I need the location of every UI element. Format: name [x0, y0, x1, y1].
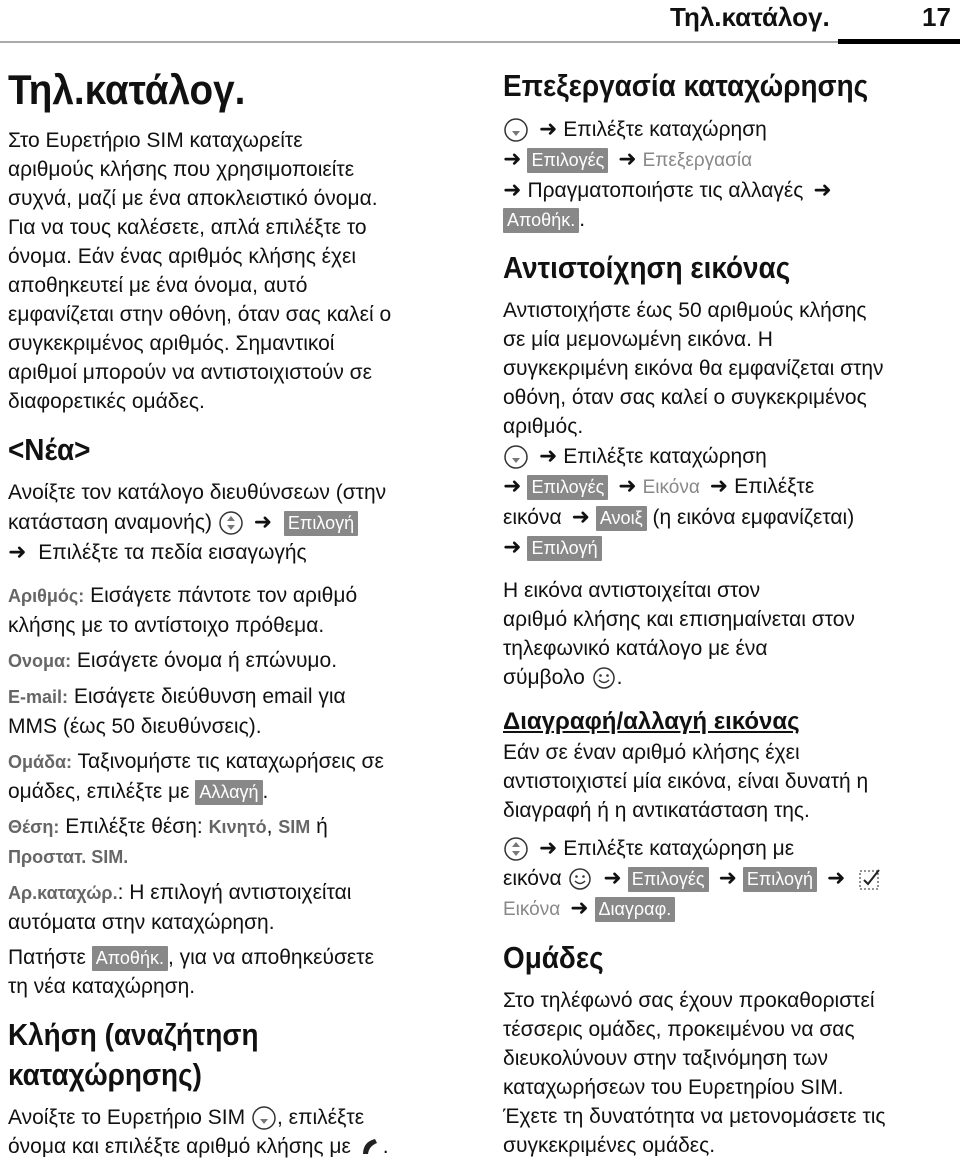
text-line: καταχωρήσεων του Ευρετηρίου SIM. — [503, 1076, 844, 1099]
option-label: Κινητό — [208, 817, 267, 837]
text-line: Αντιστοιχήστε έως 50 αριθμούς κλήσης — [503, 299, 867, 322]
softkey-open: Ανοιξ — [596, 506, 647, 531]
text-line: συγκεκριμένος αριθμός. Σημαντικοί — [8, 332, 335, 355]
instruction-line — [503, 833, 955, 863]
text-line: Στο τηλέφωνό σας έχουν προκαθοριστεί — [503, 989, 875, 1012]
text-span: Πραγματοποιήστε τις αλλαγές — [527, 179, 804, 202]
nav-key-updown-icon — [218, 510, 244, 536]
instruction-line — [8, 537, 460, 567]
instruction-line — [8, 507, 460, 537]
instruction-line: Αποθήκ. . — [503, 205, 955, 234]
text-span: Επιλέξτε καταχώρηση — [563, 118, 767, 141]
text-line: Έχετε τη δυνατότητα να μετονομάσετε τις — [503, 1105, 886, 1128]
softkey-select: Επιλογή — [284, 511, 358, 536]
text-span: Επιλέξτε — [734, 475, 815, 498]
instruction-line — [503, 441, 955, 471]
text-line: αριθμούς κλήσης που χρησιμοποιείτε — [8, 158, 355, 181]
text-line: συγκεκριμένη εικόνα θα εμφανίζεται στην — [503, 357, 884, 380]
field-label: Θέση: — [8, 817, 60, 837]
softkey-save: Αποθήκ. — [503, 208, 579, 233]
softkey-options: Επιλογές — [628, 867, 709, 892]
text-line — [8, 842, 460, 872]
section-heading-call-cont: καταχώρησης) — [8, 1057, 202, 1092]
section-heading-call: Κλήση (αναζήτηση — [8, 1017, 259, 1052]
text-line: συγκεκριμένες ομάδες. — [503, 1134, 716, 1157]
field-name — [8, 646, 460, 676]
text-line: οθόνη, όταν σας καλεί ο συγκεκριμένος — [503, 386, 867, 409]
text-line: αριθμοί μπορούν να αντιστοιχιστούν σε — [8, 361, 372, 384]
field-label: Αρ.καταχώρ. — [8, 883, 118, 903]
arrow-icon: ➜ — [8, 539, 27, 564]
text-span: Επιλέξτε καταχώρηση — [563, 445, 767, 468]
softkey-select: Επιλογή — [527, 536, 601, 561]
text-span: Ταξινομήστε τις καταχωρήσεις σε — [72, 750, 384, 773]
text-span: σύμβολο — [503, 666, 585, 689]
arrow-icon: ➜ — [570, 895, 589, 920]
instruction-line — [503, 502, 955, 532]
text-line: συχνά, μαζί με ένα αποκλειστικό όνομα. — [8, 187, 378, 210]
field-label: Αριθμός: — [8, 586, 85, 606]
text-line: Ανοίξτε τον κατάλογο διευθύνσεων (στην — [8, 481, 387, 504]
nav-key-down-icon — [503, 444, 529, 470]
arrow-icon: ➜ — [571, 504, 590, 529]
menu-item: Εικόνα — [642, 477, 700, 498]
instruction-line — [8, 1103, 460, 1132]
text-span: ομάδες, επιλέξτε με — [8, 780, 190, 803]
arrow-icon: ➜ — [253, 509, 273, 534]
page-title: Τηλ.κατάλογ. — [8, 66, 246, 113]
field-group — [8, 747, 460, 777]
text-line: Εάν σε έναν αριθμό κλήσης έχει — [503, 741, 800, 764]
section-heading-delete: Διαγραφή/αλλαγή εικόνας — [503, 708, 800, 735]
page-number: 17 — [922, 2, 951, 32]
header-rule — [0, 41, 960, 43]
text-span: ή — [310, 815, 328, 838]
instruction-line — [503, 532, 955, 562]
section-heading-new: <Νέα> — [8, 432, 91, 467]
text-line: αντιστοιχιστεί μία εικόνα, είναι δυνατή η — [503, 770, 869, 793]
menu-item: Εικόνα — [503, 899, 561, 920]
arrow-icon: ➜ — [503, 146, 522, 171]
text-line: τη νέα καταχώρηση. — [8, 975, 196, 998]
arrow-icon: ➜ — [813, 177, 832, 202]
softkey-delete: Διαγραφ. — [595, 897, 676, 922]
save-instruction — [8, 943, 460, 972]
text-span: Επιλέξτε καταχώρηση με — [563, 837, 795, 860]
text-line: σύμβολο . — [503, 663, 955, 692]
text-span: , επιλέξτε — [276, 1106, 365, 1129]
section-heading-edit: Επεξεργασία καταχώρησης — [503, 68, 869, 103]
text-line: τέσσερις ομάδες, προκειμένου να σας — [503, 1018, 855, 1041]
arrow-icon: ➜ — [503, 534, 522, 559]
arrow-icon: ➜ — [603, 865, 622, 890]
field-position: Θέση: Επιλέξτε θέση: Κινητό, SIM ή — [8, 815, 328, 838]
section-heading-picture: Αντιστοίχηση εικόνας — [503, 250, 791, 285]
smiley-icon — [591, 665, 617, 691]
arrow-icon: ➜ — [538, 116, 558, 141]
softkey-select: Επιλογή — [743, 867, 817, 892]
text-span: εικόνα — [503, 506, 562, 529]
text-span: Εισάγετε όνομα ή επώνυμο. — [71, 649, 338, 672]
nav-key-updown-icon — [503, 836, 529, 862]
intro-paragraph — [8, 126, 460, 416]
nav-key-down-icon — [251, 1105, 277, 1131]
field-label: Ονομα: — [8, 651, 72, 671]
text-line: MMS (έως 50 διευθύνσεις). — [8, 715, 262, 738]
arrow-icon: ➜ — [503, 177, 522, 202]
instruction-line: όνομα και επιλέξτε αριθμό κλήσης με . — [8, 1132, 460, 1161]
section-heading-groups: Ομάδες — [503, 940, 604, 975]
call-key-icon — [357, 1134, 383, 1160]
text-span: , για να αποθηκεύσετε — [167, 946, 374, 969]
smiley-icon — [567, 866, 593, 892]
text-span: (η εικόνα εμφανίζεται) — [652, 506, 855, 529]
text-line: Η εικόνα αντιστοιχείται στον — [503, 579, 761, 602]
instruction-line — [503, 893, 955, 924]
text-line: αποθηκευτεί με ένα όνομα, αυτό — [8, 274, 308, 297]
right-column — [503, 66, 955, 1160]
text-line: Στο Ευρετήριο SIM καταχωρείτε — [8, 129, 303, 152]
arrow-icon: ➜ — [718, 865, 737, 890]
text-line: Για να τους καλέσετε, απλά επιλέξτε το — [8, 216, 367, 239]
arrow-icon: ➜ — [538, 835, 558, 860]
text-line: αριθμό κλήσης και επισημαίνεται στον — [503, 608, 855, 631]
text-line: κλήσης με το αντίστοιχο πρόθεμα. — [8, 614, 325, 637]
softkey-options: Επιλογές — [527, 148, 608, 173]
instruction-line — [503, 114, 955, 144]
text-line: διαγραφή ή η αντικατάσταση της. — [503, 799, 810, 822]
softkey-save: Αποθήκ. — [92, 946, 168, 971]
field-label: Ομάδα: — [8, 752, 73, 772]
header-title: Τηλ.κατάλογ. — [670, 2, 830, 32]
arrow-icon: ➜ — [503, 473, 522, 498]
text-span: Ανοίξτε το Ευρετήριο SIM — [8, 1106, 246, 1129]
arrow-icon: ➜ — [618, 473, 637, 498]
text-line: αριθμός. — [503, 415, 584, 438]
text-line: όνομα. Εάν ένας αριθμός κλήσης έχει — [8, 245, 357, 268]
text-line: εμφανίζεται στην οθόνη, όταν σας καλεί ο — [8, 303, 392, 326]
page-header — [0, 0, 960, 44]
text-span: : Η επιλογή αντιστοιχείται — [117, 881, 352, 904]
header-rule-accent — [838, 39, 960, 44]
option-label: SIM — [278, 817, 311, 837]
nav-key-down-icon — [503, 117, 529, 143]
menu-item: Επεξεργασία — [642, 150, 753, 171]
text-line: διευκολύνουν στην ταξινόμηση των — [503, 1047, 829, 1070]
instruction-line — [503, 175, 955, 205]
field-email — [8, 682, 460, 712]
text-line: σε μία μεμονωμένη εικόνα. Η — [503, 328, 773, 351]
text-line: ομάδες, επιλέξτε με Αλλαγή . — [8, 780, 269, 803]
arrow-icon: ➜ — [826, 865, 846, 890]
text-span: Εισάγετε πάντοτε τον αριθμό — [84, 584, 358, 607]
text-span: Επιλέξτε θέση: — [59, 815, 203, 838]
text-span: κατάσταση αναμονής) — [8, 511, 212, 534]
arrow-icon: ➜ — [709, 473, 729, 498]
field-label: E-mail: — [8, 687, 69, 707]
arrow-icon: ➜ — [538, 443, 558, 468]
field-number — [8, 581, 460, 611]
text-span: εικόνα — [503, 867, 562, 890]
text-span: Εισάγετε διεύθυνση email για — [68, 685, 346, 708]
text-span: Επιλέξτε τα πεδία εισαγωγής — [38, 541, 307, 564]
checkbox-icon — [857, 866, 883, 892]
option-label: Προσταт. SIM. — [8, 847, 129, 867]
instruction-line — [503, 471, 955, 502]
text-line: διαφορετικές ομάδες. — [8, 390, 205, 413]
softkey-options: Επιλογές — [527, 475, 608, 500]
left-column — [8, 62, 460, 1161]
softkey-change: Αλλαγή — [195, 780, 262, 805]
instruction-line — [503, 863, 955, 893]
text-line: τηλεφωνικό κατάλογο με ένα — [503, 637, 768, 660]
field-record — [8, 878, 460, 908]
instruction-line — [503, 144, 955, 175]
text-span: όνομα και επιλέξτε αριθμό κλήσης με — [8, 1135, 351, 1158]
arrow-icon: ➜ — [618, 146, 637, 171]
text-line: αυτόματα στην καταχώρηση. — [8, 911, 275, 934]
text-span: Πατήστε — [8, 946, 86, 969]
